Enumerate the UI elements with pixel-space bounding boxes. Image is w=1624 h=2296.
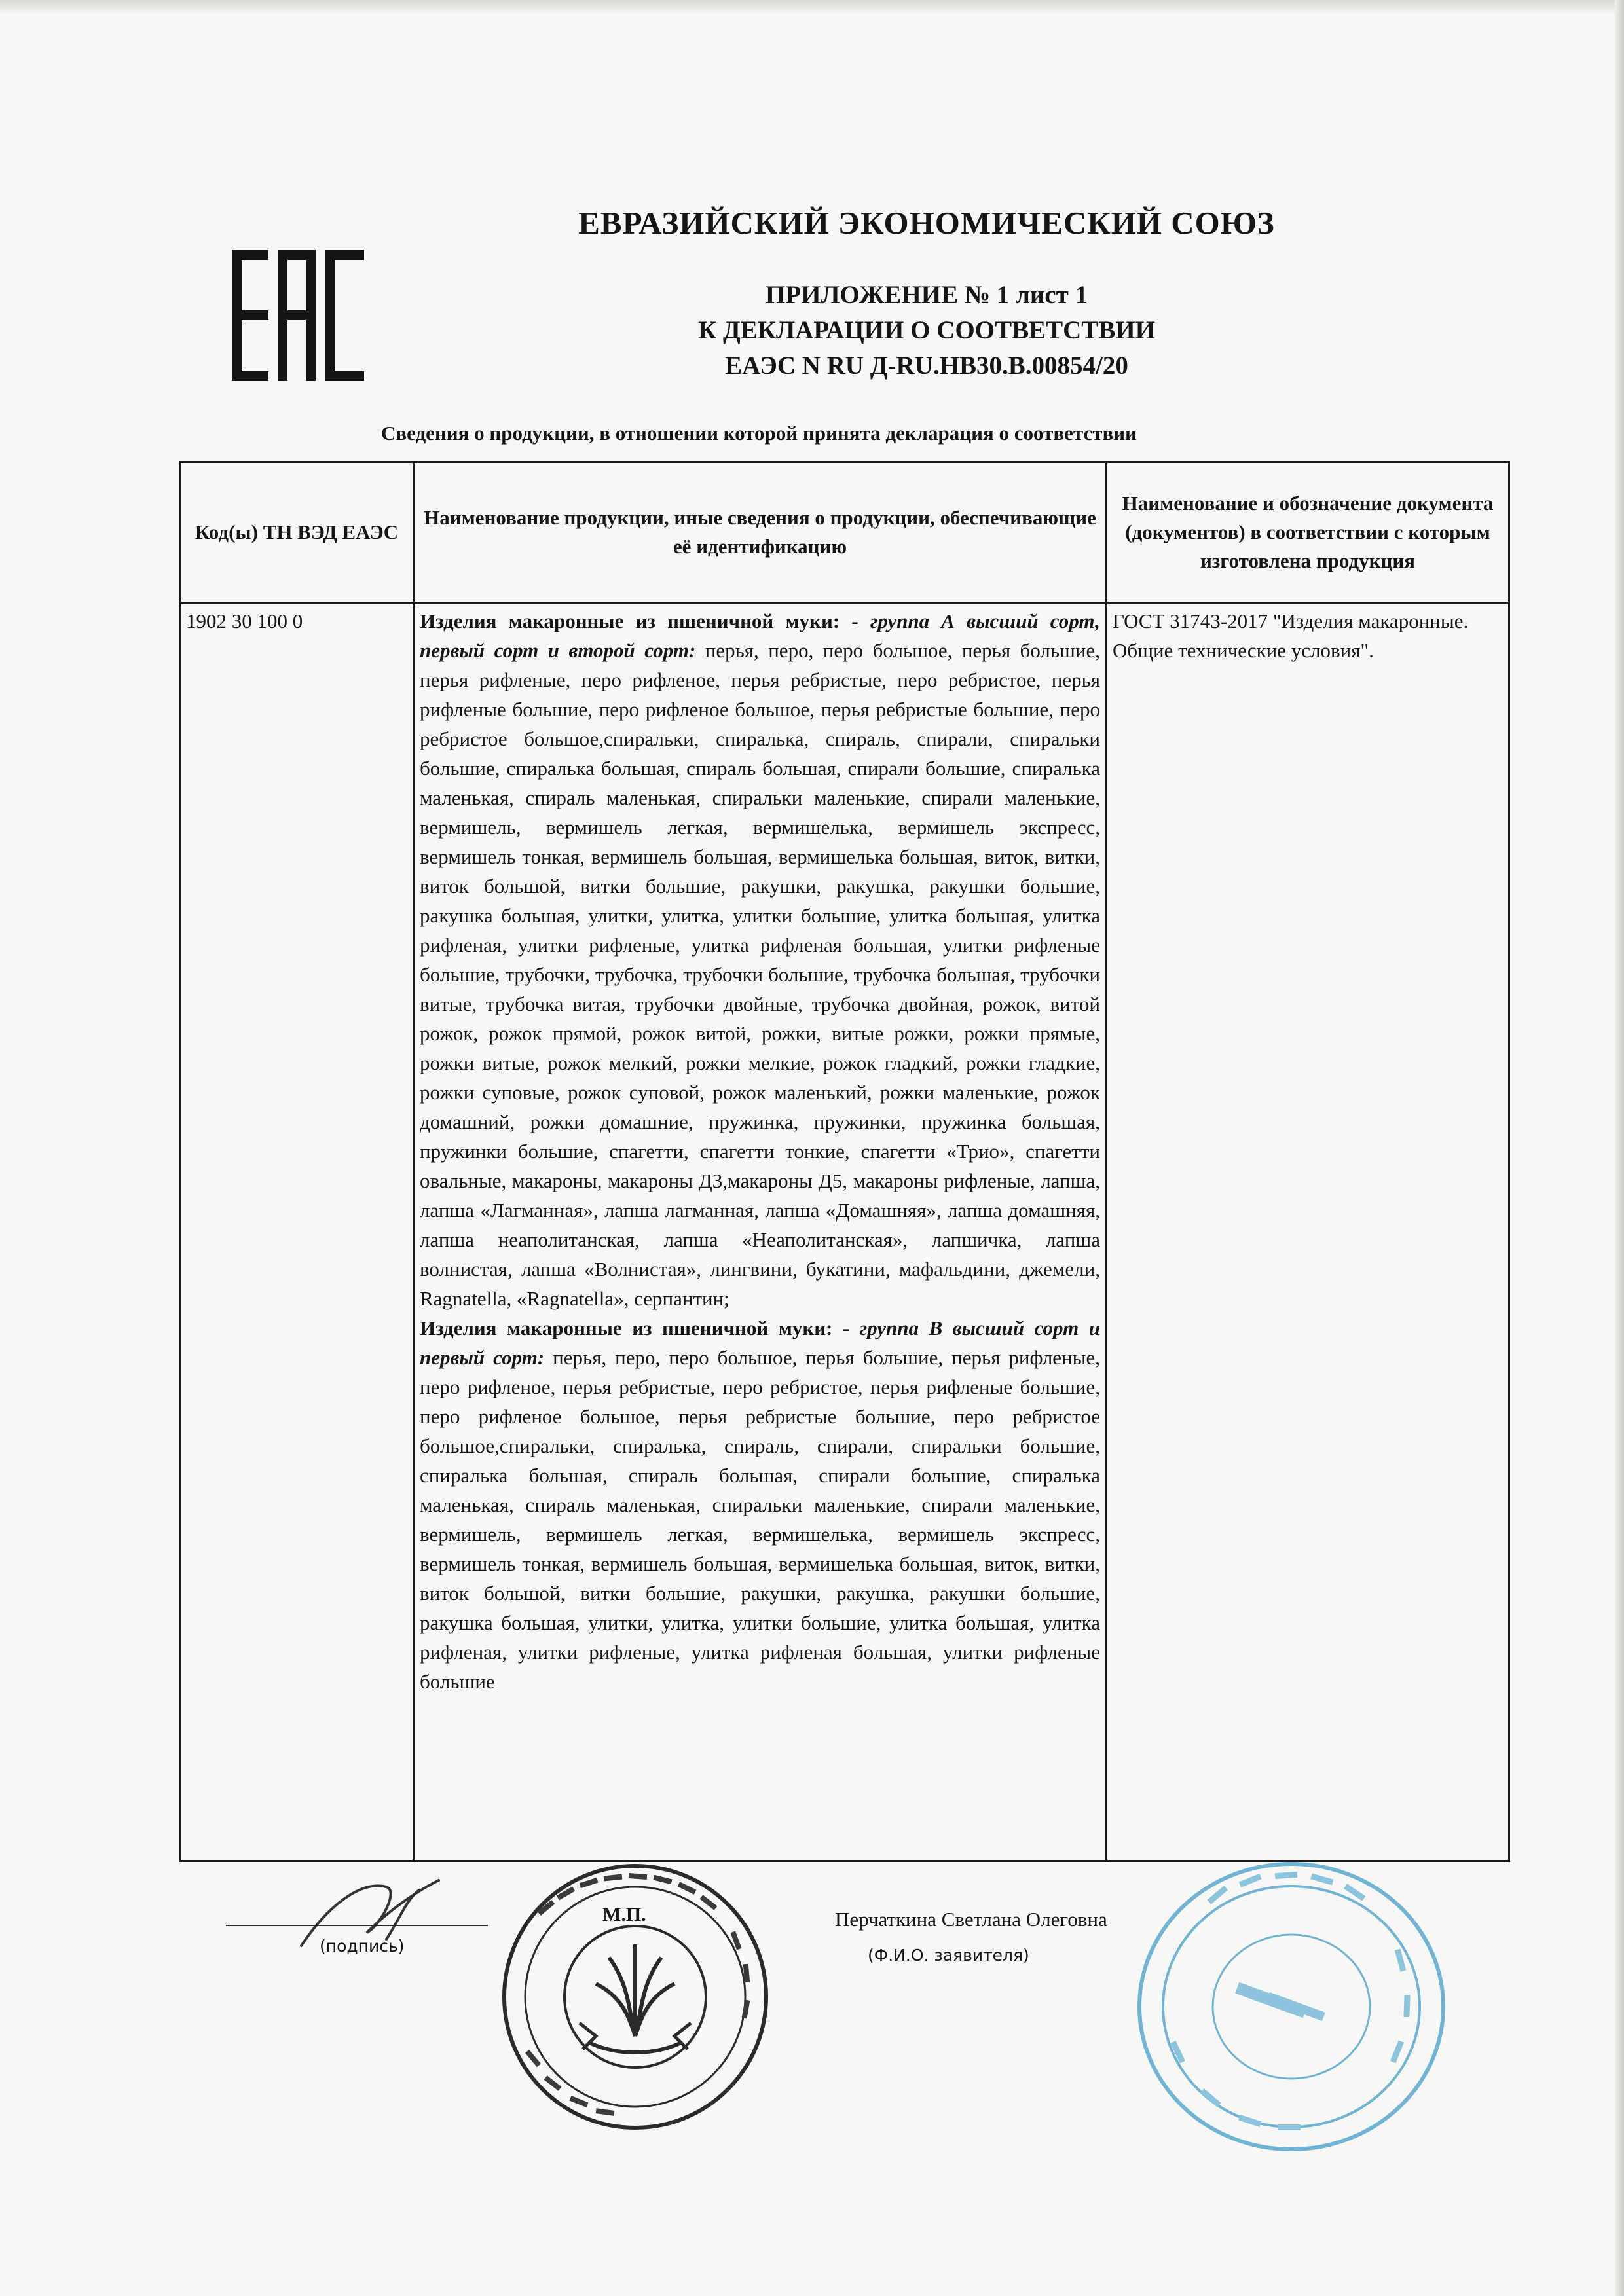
signature-caption: (подпись): [320, 1937, 405, 1956]
mp-label: М.П.: [602, 1904, 646, 1925]
table-title: Сведения о продукции, в отношении которой принята декларация о соответствии: [381, 422, 1137, 445]
signature-line: [226, 1925, 488, 1926]
header-doc: Наименование и обозначение документа (документов) в соответствии с которым изготовлена продукция: [1107, 462, 1509, 603]
group-a-label: группа А: [870, 610, 955, 632]
appendix-title: ПРИЛОЖЕНИЕ № 1 лист 1: [765, 281, 1088, 309]
applicant-name: Перчаткина Светлана Олеговна: [835, 1908, 1107, 1931]
name-cell: [414, 603, 1107, 1861]
group-b-label: группа В: [859, 1317, 943, 1339]
table-row: [180, 603, 1509, 1861]
group-a-grade: высший сорт, первый сорт и второй сорт:: [420, 610, 1100, 662]
group-a-title: Изделия макаронные из пшеничной муки: -: [420, 610, 870, 632]
group-b-items: перья, перо, перо большое, перья большие, перья рифленые, перо рифленое, перья ребристые, перо ребристое, перья рифленые большие, перо рифленое большое, перья ребристые большие, перо ребристое большое,спиральки, спиралька, спираль, спирали, спиральки большие, спиралька большая, спираль большая, спирали большие, спиралька маленькая, спираль маленькая, спиральки маленькие, спирали маленькие, вермишель, вермишель легкая, вермишелька, вермишель экспресс, вермишель тонкая, вермишель большая, вермишелька большая, виток, витки, виток большой, витки большие, ракушки, ракушка, ракушки большие, ракушка большая, улитки, улитка, улитки большие, улитка большая, улитка рифленая, улитки рифленые, улитка рифленая большая, улитки рифленые большие: [420, 1346, 1100, 1693]
applicant-caption: (Ф.И.О. заявителя): [868, 1946, 1029, 1965]
group-b-title: Изделия макаронные из пшеничной муки: -: [420, 1317, 860, 1339]
header-name: Наименование продукции, иные сведения о продукции, обеспечивающие её идентификацию: [414, 462, 1107, 603]
group-b-grade: высший сорт и первый сорт:: [420, 1317, 1101, 1369]
declaration-title: К ДЕКЛАРАЦИИ О СООТВЕТСТВИИ: [698, 316, 1155, 344]
company-seal: [498, 1859, 773, 2134]
union-title: ЕВРАЗИЙСКИЙ ЭКОНОМИЧЕСКИЙ СОЮЗ: [578, 205, 1275, 241]
doc-cell: ГОСТ 31743-2017 "Изделия макаронные. Общие технические условия".: [1107, 603, 1509, 1861]
declaration-number: ЕАЭС N RU Д-RU.НВ30.В.00854/20: [725, 352, 1128, 380]
blue-seal: [1128, 1853, 1455, 2160]
header-code: Код(ы) ТН ВЭД ЕАЭС: [180, 462, 414, 603]
scan-top-shadow: [0, 0, 1624, 14]
code-cell: 1902 30 100 0: [180, 603, 414, 1861]
product-table: [179, 461, 1510, 1862]
table-header-row: [180, 462, 1509, 603]
group-a-items: перья, перо, перо большое, перья большие, перья рифленые, перо рифленое, перья ребристые, перо ребристое, перья рифленые большие, перо рифленое большое, перья ребристые большие, перо ребристое большое,спиральки, спиралька, спираль, спирали, спиральки большие, спиралька большая, спираль большая, спирали большие, спиралька маленькая, спираль маленькая, спиральки маленькие, спирали маленькие, вермишель, вермишель легкая, вермишелька, вермишель экспресс, вермишель тонкая, вермишель большая, вермишелька большая, виток, витки, виток большой, витки большие, ракушки, ракушка, ракушки большие, ракушка большая, улитки, улитка, улитки большие, улитка большая, улитка рифленая, улитки рифленые, улитка рифленая большая, улитки рифленые большие, трубочки, трубочка, трубочки большие, трубочка большая, трубочки витые, трубочка витая, трубочки двойные, трубочка двойная, рожок, витой рожок, рожок прямой, рожок витой, рожки, витые рожки, рожки прямые, рожки витые, рожок мелкий, рожки мелкие, рожок гладкий, рожки гладкие, рожки суповые, рожок суповой, рожок маленький, рожки маленькие, рожок домашний, рожки домашние, пружинка, пружинки, пружинка большая, пружинки большие, спагетти, спагетти тонкие, спагетти «Трио», спагетти овальные, макароны, макароны Д3,макароны Д5, макароны рифленые, лапша, лапша «Лагманная», лапша лагманная, лапша «Домашняя», лапша домашняя, лапша неаполитанская, лапша «Неаполитанская», лапшичка, лапша волнистая, лапша «Волнистая», лингвини, букатини, мафальдини, джемели, Ragnatella, «Ragnatella», серпантин;: [420, 639, 1100, 1310]
